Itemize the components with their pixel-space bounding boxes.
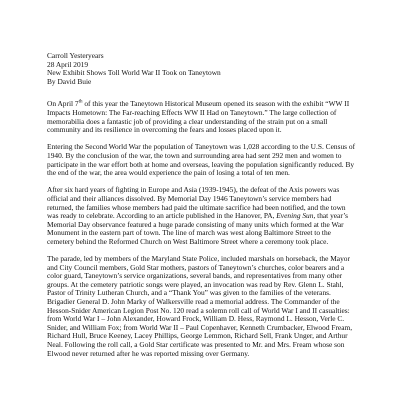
paragraph-3-after: , that year’s Memorial Day observance featured a huge parade consisting of many units which formed at the War Monument in the eastern part of town. The line of march was west along Baltimore Street to the cemetery behind the Reformed Church on West Baltimore Street where a ceremony took place. [47, 211, 348, 246]
paragraph-1-lead: On April 7 [47, 99, 79, 109]
paragraph-1-ordinal: th [78, 99, 83, 105]
article-byline: By David Buie [47, 76, 92, 86]
publication-name: Carroll Yesteryears [47, 51, 104, 60]
paragraph-1-rest: of this year the Taneytown Historical Museum opened its season with the exhibit “WW II Impacts Hometown: The Far-reaching Effects WW II Had on Taneytown.” The large collection of memorabilia does a fantastic job of providing a clear understanding of the strain put on a small community and its resilience in overcoming the fears and losses placed upon it. [47, 99, 350, 135]
paragraph-3-newspaper-title: Evening Sun [276, 211, 314, 221]
paragraph-1 [47, 100, 358, 134]
article-date: 28 April 2019 [47, 59, 89, 69]
paragraph-2: Entering the Second World War the population of Taneytown was 1,028 according to the U.S. Census of 1940. By the conclusion of the war, the town and surrounding area had sent 292 men and women to participate in the war effort both at home and overseas, leaving the population significantly reduced. By the end of the war, the area would experience the pain of losing a total of ten men. [47, 142, 356, 178]
paragraph-3 [47, 186, 358, 246]
article-header [47, 52, 358, 86]
paragraph-4: The parade, led by members of the Maryland State Police, included marshals on horseback, the Mayor and City Council members, Gold Star mothers, pastors of Taneytown’s churches, color bearers and a color guard, Taneytown’s service organizations, several bands, and representatives from many other groups. At the cemetery patriotic songs were played, an invocation was read by Rev. Glenn L. Stahl, Pastor of Trinity Lutheran Church, and a “Thank You” was given to the families of the veterans. Brigadier General D. John Marky of Walkersville read a memorial address. The Commander of the Hesson-Snider American Legion Post No. 120 read a solemn roll call of World War I and II casualties: from World War I – John Alexander, Howard Frock, William D. Hess, Raymond L. Hesson, Verle C. Snider, and William Fox; from World War II – Paul Copenhaver, Kenneth Crumbacker, Elwood Fream, Richard Hull, Bruce Keeney, Lacey Phillips, George Lemmon, Richard Sell, Frank Unger, and Arthur Neal. Following the roll call, a Gold Star certificate was presented to Mr. and Mrs. Fream whose son Elwood never returned after he was reported missing over Germany. [47, 254, 353, 358]
article-headline: New Exhibit Shows Toll World War II Took on Taneytown [47, 68, 221, 78]
paragraph-3-before: After six hard years of fighting in Europe and Asia (1939-1945), the defeat of the Axis powers was official and their alliances dissolved. By Memorial Day 1946 Taneytown’s service members had returned, the families whose members had paid the ultimate sacrifice had been notified, and the town was ready to celebrate. According to an article published in the Hanover, PA, [47, 185, 346, 221]
